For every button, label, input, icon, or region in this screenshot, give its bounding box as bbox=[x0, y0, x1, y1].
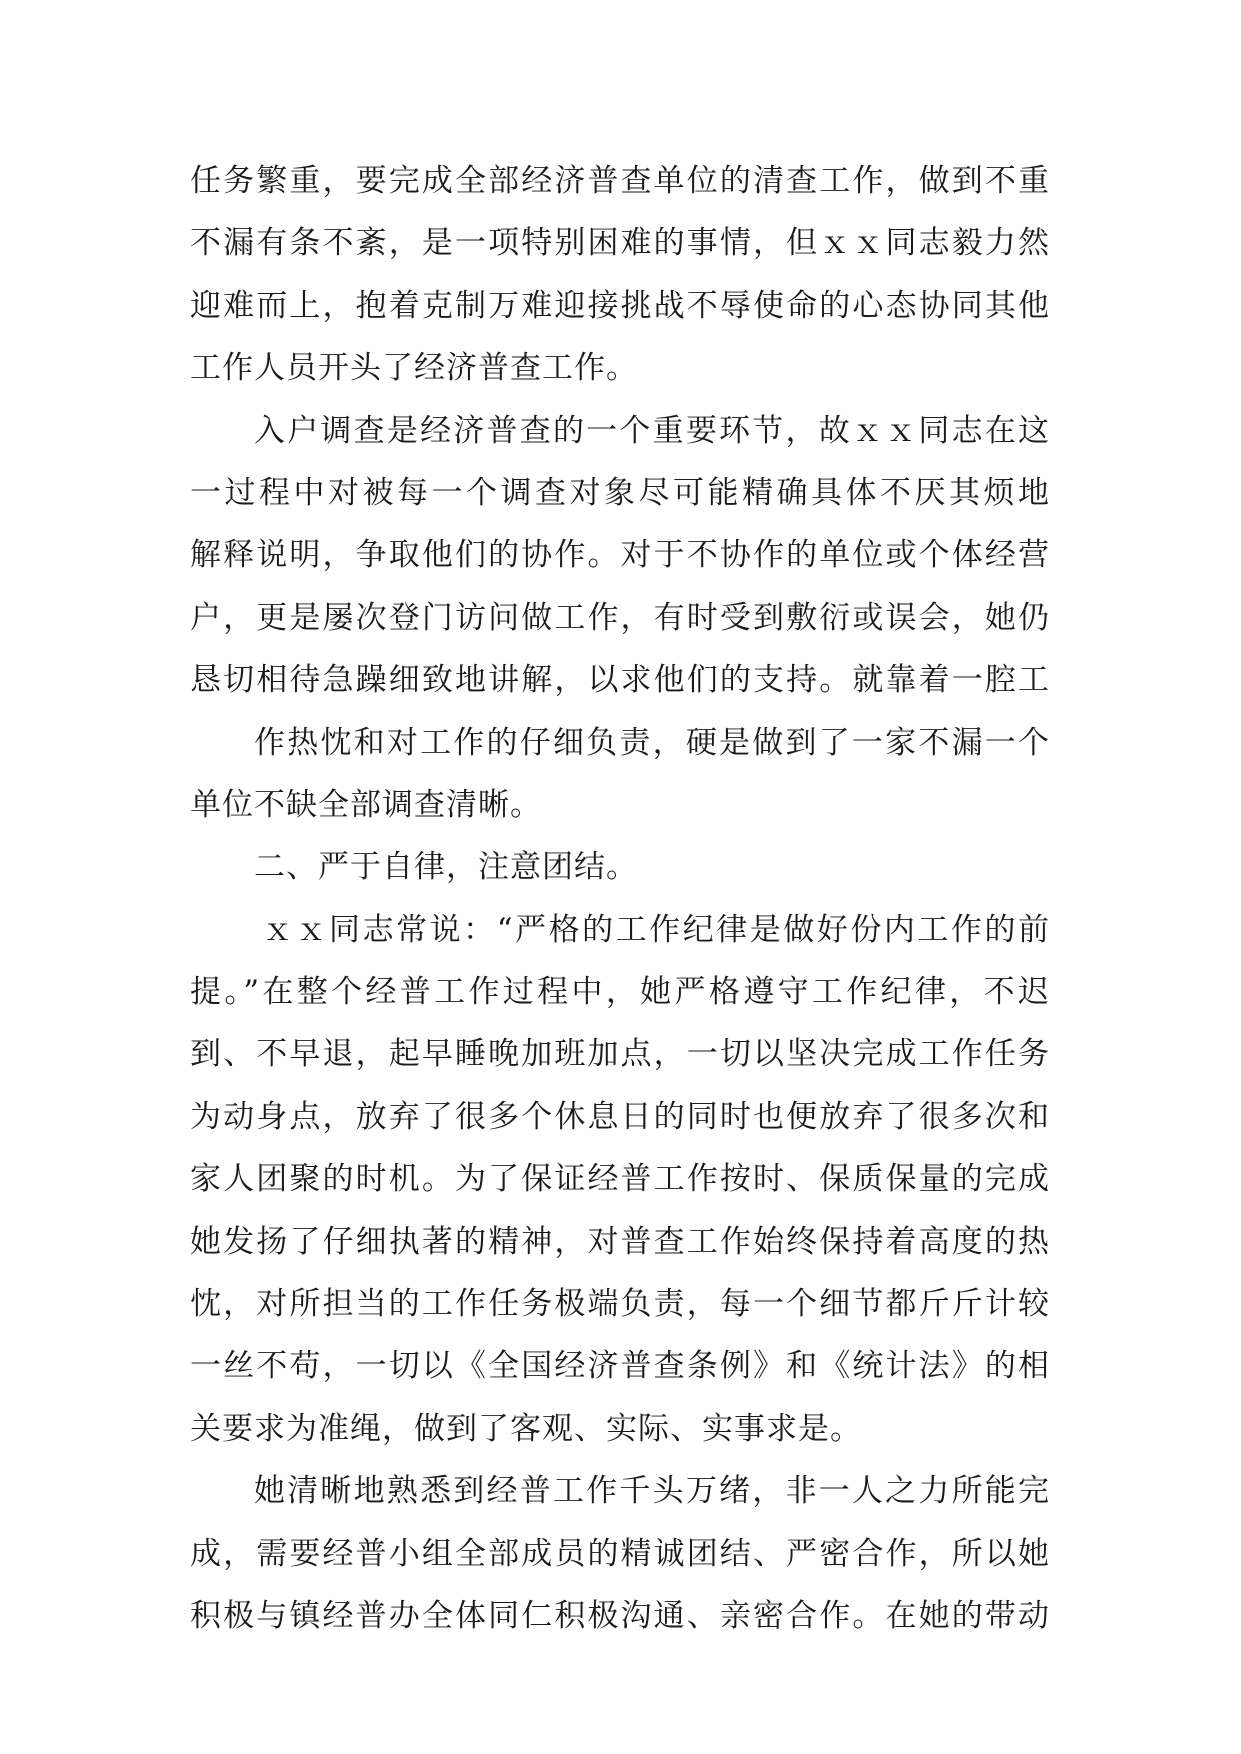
text-line: 迎难而上，抱着克制万难迎接挑战不辱使命的心态协同其他 bbox=[190, 287, 1050, 324]
text-line: 家人团聚的时机。为了保证经普工作按时、保质保量的完成 bbox=[190, 1161, 1050, 1198]
text-line: 忱，对所担当的工作任务极端负责，每一个细节都斤斤计较 bbox=[190, 1286, 1050, 1323]
text-line: 成，需要经普小组全部成员的精诚团结、严密合作，所以她 bbox=[190, 1535, 1050, 1572]
text-line: 户，更是屡次登门访问做工作，有时受到敷衍或误会，她仍 bbox=[190, 599, 1050, 636]
paragraph-first-line: ｘｘ同志常说：“严格的工作纪律是做好份内工作的前 bbox=[262, 911, 1050, 948]
text-line: 任务繁重，要完成全部经济普查单位的清查工作，做到不重 bbox=[190, 163, 1050, 199]
text-line: 为动身点，放弃了很多个休息日的同时也便放弃了很多次和 bbox=[190, 1098, 1050, 1135]
text-line: 一过程中对被每一个调查对象尽可能精确具体不厌其烦地 bbox=[190, 474, 1050, 511]
paragraph-first-line: 作热忱和对工作的仔细负责，硬是做到了一家不漏一个 bbox=[254, 724, 1050, 761]
text-line: 解释说明，争取他们的协作。对于不协作的单位或个体经营 bbox=[190, 537, 1050, 574]
paragraph-first-line: 入户调查是经济普查的一个重要环节，故ｘｘ同志在这 bbox=[254, 412, 1050, 449]
text-line: 她发扬了仔细执著的精神，对普查工作始终保持着高度的热 bbox=[190, 1223, 1050, 1260]
text-line: 关要求为准绳，做到了客观、实际、实事求是。 bbox=[190, 1410, 862, 1447]
text-line: 积极与镇经普办全体同仁积极沟通、亲密合作。在她的带动 bbox=[190, 1597, 1050, 1634]
text-line: 到、不早退，起早睡晚加班加点，一切以坚决完成工作任务 bbox=[190, 1036, 1050, 1073]
section-heading: 二、严于自律，注意团结。 bbox=[254, 849, 638, 886]
text-line: 提。”在整个经普工作过程中，她严格遵守工作纪律，不迟 bbox=[190, 974, 1050, 1011]
text-line: 恳切相待急躁细致地讲解，以求他们的支持。就靠着一腔工 bbox=[190, 662, 1050, 699]
text-line: 一丝不苟，一切以《全国经济普查条例》和《统计法》的相 bbox=[190, 1348, 1050, 1385]
text-line: 不漏有条不紊，是一项特别困难的事情，但ｘｘ同志毅力然 bbox=[190, 225, 1050, 262]
text-line: 工作人员开头了经济普查工作。 bbox=[190, 350, 638, 387]
paragraph-first-line: 她清晰地熟悉到经普工作千头万绪，非一人之力所能完 bbox=[254, 1473, 1050, 1510]
document-body bbox=[190, 150, 1050, 1647]
text-line: 单位不缺全部调查清晰。 bbox=[190, 786, 542, 823]
